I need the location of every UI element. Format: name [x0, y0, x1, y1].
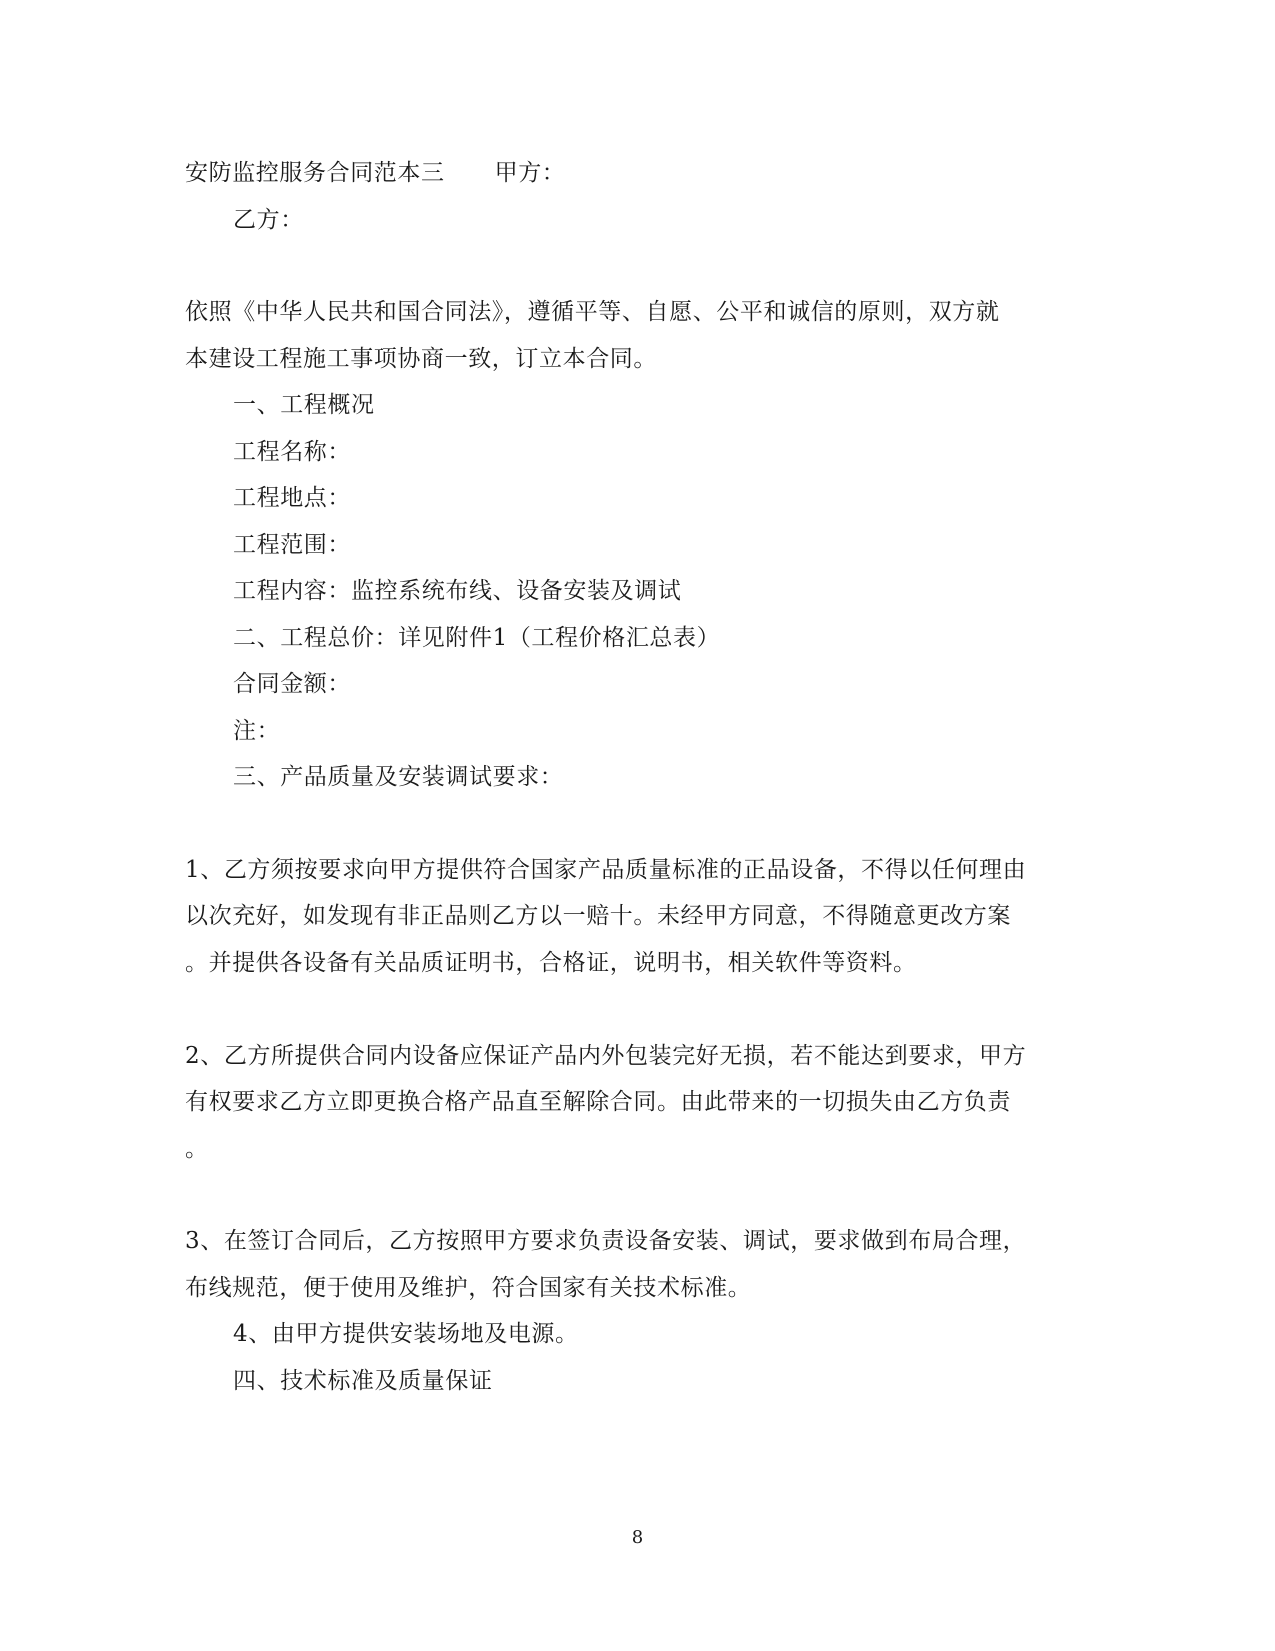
section3-heading: 三、产品质量及安装调试要求：: [233, 764, 564, 790]
item1-line-1: 1、乙方须按要求向甲方提供符合国家产品质量标准的正品设备，不得以任何理由: [185, 857, 1027, 883]
title-line: [185, 158, 565, 188]
section1-heading: 一、工程概况: [233, 392, 375, 418]
document-title: 安防监控服务合同范本三: [185, 160, 445, 186]
item1-line-3: 。并提供各设备有关品质证明书，合格证，说明书，相关软件等资料。: [185, 950, 917, 976]
item4-line: 4、由甲方提供安装场地及电源。: [233, 1321, 579, 1347]
page-number: 8: [631, 1527, 644, 1548]
project-content-label: 工程内容：监控系统布线、设备安装及调试: [233, 578, 682, 604]
project-name-label: 工程名称：: [233, 439, 351, 465]
item2-line-3: 。: [185, 1136, 209, 1162]
item2-line-1: 2、乙方所提供合同内设备应保证产品内外包装完好无损，若不能达到要求，甲方: [185, 1043, 1027, 1069]
project-scope-label: 工程范围：: [233, 532, 351, 558]
preamble-line-1: 依照《中华人民共和国合同法》，遵循平等、自愿、公平和诚信的原则，双方就: [185, 299, 1000, 325]
item2-line-2: 有权要求乙方立即更换合格产品直至解除合同。由此带来的一切损失由乙方负责: [185, 1089, 1011, 1115]
contract-amount-label: 合同金额：: [233, 671, 351, 697]
item1-line-2: 以次充好，如发现有非正品则乙方以一赔十。未经甲方同意，不得随意更改方案: [185, 903, 1011, 929]
item3-line-2: 布线规范，便于使用及维护，符合国家有关技术标准。: [185, 1275, 752, 1301]
party-b-label: 乙方：: [233, 207, 304, 233]
note-label: 注：: [233, 718, 281, 744]
item3-line-1: 3、在签订合同后，乙方按照甲方要求负责设备安装、调试，要求做到布局合理，: [185, 1228, 1027, 1254]
project-location-label: 工程地点：: [233, 485, 351, 511]
section2-heading: 二、工程总价：详见附件1（工程价格汇总表）: [233, 625, 721, 651]
preamble-line-2: 本建设工程施工事项协商一致，订立本合同。: [185, 346, 657, 372]
party-a-label: 甲方：: [494, 160, 566, 186]
section4-heading: 四、技术标准及质量保证: [233, 1368, 493, 1394]
